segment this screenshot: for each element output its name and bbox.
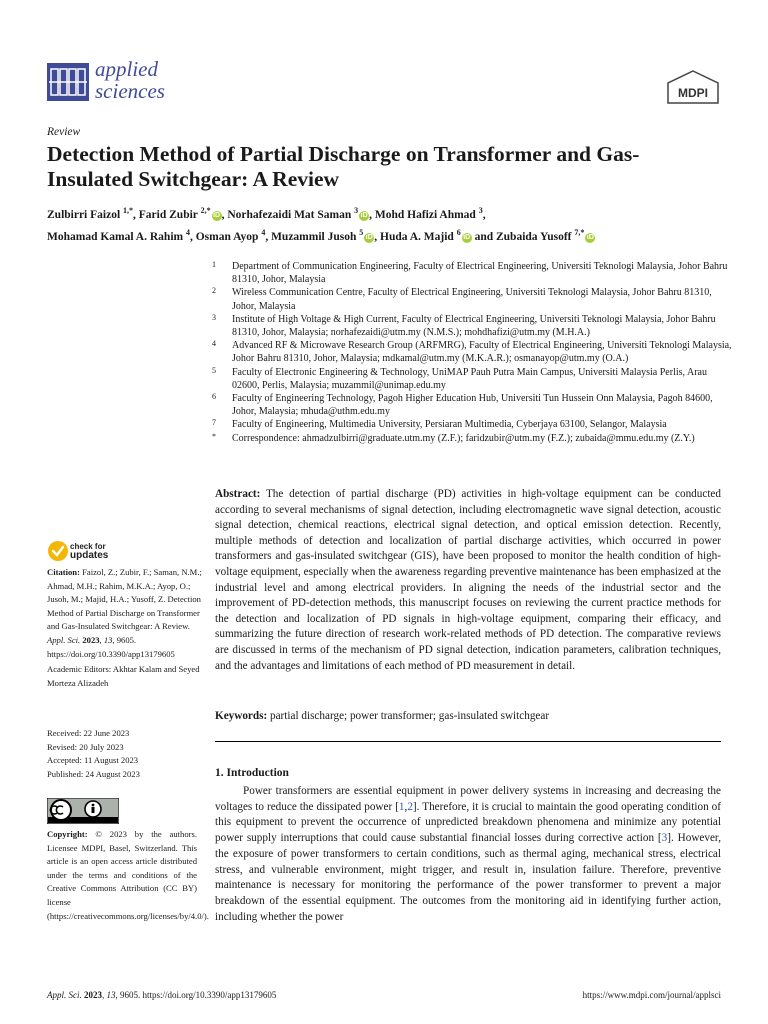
affiliation-number: * [212, 431, 216, 441]
affiliation-item [212, 392, 732, 418]
author-name: Zubaida Yusoff [495, 230, 572, 243]
affiliation-number: 5 [212, 365, 216, 375]
author-name: Mohamad Kamal A. Rahim [47, 230, 184, 243]
published-date: Published: 24 August 2023 [47, 768, 140, 779]
affiliation-text: Faculty of Engineering, Multimedia University, Persiaran Multimedia, Cyberjaya 63100, Selangor, Malaysia [232, 419, 667, 431]
footer-year: 2023 [84, 990, 102, 1000]
journal-name-line1: applied [95, 57, 158, 81]
section-divider [215, 741, 721, 742]
citation-journal: Appl. Sci. [47, 634, 81, 645]
affiliation-text: Department of Communication Engineering, Faculty of Electrical Engineering, Universiti Teknologi Malaysia, Johor Bahru 81310, Johor, Malaysia [232, 261, 728, 286]
author[interactable] [374, 206, 483, 221]
orcid-icon[interactable]: iD [360, 211, 368, 219]
affiliation-item [212, 432, 732, 445]
citation-volume: 13 [103, 634, 113, 645]
author[interactable] [495, 227, 595, 243]
affiliation-number: 3 [212, 312, 216, 322]
affiliation-item [212, 313, 732, 339]
author-name: Huda A. Majid [380, 230, 454, 243]
author[interactable] [47, 227, 190, 243]
author-affiliation-mark: 3 [478, 206, 483, 215]
mdpi-logo-icon[interactable] [666, 70, 720, 104]
author[interactable] [195, 227, 266, 243]
journal-name[interactable] [95, 58, 165, 102]
abstract-text: The detection of partial discharge (PD) activities in high-voltage equipment can be conducted according to several mechanisms of signal detection, including electromagnetic wave signal detection, acoustic signal detection, chemical reactions, electrical signal detection, and optical emission detection. Recently, multiple methods of detection and localization of partial discharge activities, which occurred in power transformers and gas-insulated switchgear (GIS), have been proposed to monitor the health condition of high-voltage equipment, especially when the awareness regarding preventive maintenance has been emphasized at the industrial level and among electrical providers. In aligning the needs of the industrial sector and the improvement of PD-detection methods, this manuscript focuses on reviewing the current practice methods for the detection and localization of PD signals in high-voltage equipment, comparing their efficacy, and summarizing the future direction of research work-related methods of PD detection. The comparative reviews are discussed in terms of the mechanism of PD signal detection, indication parameters, calibration techniques, and the advantages and limitations of each method of PD measurement in detail. [215, 488, 721, 672]
check-updates-line2: updates [70, 550, 109, 561]
check-for-updates-button[interactable] [47, 540, 147, 564]
author[interactable] [227, 206, 369, 221]
affiliation-number: 1 [212, 260, 216, 269]
author-name: Norhafezaidi Mat Saman [227, 208, 352, 221]
citation-label: Citation: [47, 567, 80, 577]
author-name: Muzammil Jusoh [271, 230, 357, 243]
publication-dates [47, 727, 207, 781]
author-name: Osman Ayop [195, 230, 259, 243]
intro-text-1: Power transformers are essential equipment in power delivery systems in increasing and decreasing the voltages to reduce the dissipated power [ [215, 785, 721, 813]
orcid-icon[interactable]: iD [463, 233, 471, 241]
author-name: Mohd Hafizi Ahmad [374, 208, 476, 221]
affiliation-number: 2 [212, 286, 216, 296]
copyright-label: Copyright: [47, 829, 88, 839]
reference-link-3[interactable]: 3 [661, 832, 668, 845]
affiliation-text: Faculty of Engineering Technology, Pagoh Higher Education Hub, Universiti Tun Hussein Onn Malaysia, Pagoh 84600, Johor, Malaysia; mhuda@uthm.edu.my [232, 393, 713, 418]
affiliation-text: Correspondence: ahmadzulbirri@graduate.utm.my (Z.F.); faridzubir@utm.my (F.Z.); zubaida@mmu.edu.my (Z.Y.) [232, 432, 695, 444]
orcid-icon[interactable]: iD [365, 233, 373, 241]
author[interactable] [271, 227, 374, 243]
affiliation-item [212, 366, 732, 392]
affiliation-item [212, 339, 732, 365]
author-affiliation-mark: 4 [185, 227, 190, 237]
section-heading: 1. Introduction [215, 767, 289, 779]
affiliation-number: 6 [212, 392, 216, 402]
author-affiliation-mark: 1,* [123, 206, 134, 215]
cc-by-license-icon[interactable] [47, 798, 119, 824]
academic-editors: Academic Editors: Akhtar Kalam and Seyed Morteza Alizadeh [47, 664, 200, 688]
abstract-label: Abstract: [215, 488, 261, 500]
citation-text: Faizol, Z.; Zubir, F.; Saman, N.M.; Ahmad, M.H.; Rahim, M.K.A.; Ayop, O.; Jusoh, M.; Majid, H.A.; Yusoff, Z. Detection Method of Partial Discharge on Transformer and Gas-Insulated Switchgear: A Review. [47, 567, 202, 632]
footer-citation: Appl. Sci. 2023, 13, 9605. https://doi.org/10.3390/app13179605 [47, 990, 277, 1000]
citation-block: Citation: Faizol, Z.; Zubir, F.; Saman, N.M.; Ahmad, M.H.; Rahim, M.K.A.; Ayop, O.; Jusoh, M.; Majid, H.A.; Yusoff, Z. Detection Method of Partial Discharge on Transformer and Gas-Insulated Switchgear: A Review. Appl. Sci. 2023, 13, 9605. https://doi.org/10.3390/app13179605 [47, 567, 202, 659]
applied-sciences-logo-icon [47, 63, 89, 101]
keywords-label: Keywords: [215, 710, 268, 722]
author[interactable] [47, 206, 134, 221]
author-affiliation-mark: 3 [354, 206, 359, 215]
introduction-paragraph [215, 784, 721, 925]
author-affiliation-mark: 6 [456, 227, 461, 237]
reference-link-1[interactable]: 1 [398, 800, 405, 813]
copyright-text: © 2023 by the authors. Licensee MDPI, Basel, Switzerland. This article is an open access article distributed under the terms and conditions of the Creative Commons Attribution (CC BY) license (https://creativecommons.org/licenses/by/4.0/). [47, 829, 209, 921]
orcid-icon[interactable]: iD [586, 233, 594, 241]
affiliation-text: Wireless Communication Centre, Faculty of Electrical Engineering, Universiti Teknologi Malaysia, Johor Bahru 81310, Johor, Malaysia [232, 287, 712, 312]
author-affiliation-mark: 4 [261, 227, 266, 237]
revised-date: Revised: 20 July 2023 [47, 741, 124, 752]
author-name: Farid Zubir [138, 208, 198, 221]
intro-text-3: ]. However, the exposure of power transformers to certain conditions, such as thermal aging, mechanical stress, electrical stress, and vulnerable environment, might trigger, and result in, insulation failure. Therefore, preventive maintenance is necessary for monitoring the performance of the power transformer to prevent a major breakdown of the essential equipment. The outcomes from the monitoring aid in identifying further action, including whether the power [215, 832, 721, 923]
orcid-icon[interactable]: iD [213, 211, 221, 219]
author-affiliation-mark: 5 [359, 227, 364, 237]
publisher-name: MDPI [678, 86, 708, 100]
copyright-notice [47, 828, 209, 923]
reference-link-2[interactable]: 2 [407, 800, 413, 813]
author-affiliation-mark: 7,* [574, 227, 585, 237]
author[interactable] [380, 227, 472, 243]
affiliation-text: Institute of High Voltage & High Current, Faculty of Electrical Engineering, Universiti Teknologi Malaysia, Johor Bahru 81310, Johor, Malaysia; norhafezaidi@utm.my (N.M.S.); mohdhafizi@utm.my (M.H.A.) [232, 313, 716, 339]
citation-year: 2023 [82, 634, 100, 645]
affiliation-number: 7 [212, 418, 216, 428]
affiliations [212, 260, 732, 445]
affiliation-item [212, 418, 732, 431]
affiliation-item [212, 286, 732, 312]
author-name: Zulbirri Faizol [47, 208, 121, 221]
affiliation-text: Advanced RF & Microwave Research Group (ARFMRG), Faculty of Electrical Engineering, Universiti Teknologi Malaysia, Johor Bahru 81310, Johor, Malaysia; mdkamal@utm.my (M.K.A.R.); osmanayop@utm.my (O.A.) [232, 340, 732, 365]
keywords-text: partial discharge; power transformer; gas-insulated switchgear [270, 710, 550, 722]
affiliation-text: Faculty of Electronic Engineering & Technology, UniMAP Pauh Putra Main Campus, Universiti Malaysia Perlis, Arau 02600, Perlis, Malaysia; muzammil@unimap.edu.my [232, 366, 707, 391]
citation-doi[interactable]: , 9605. https://doi.org/10.3390/app13179605 [47, 634, 175, 659]
check-for-updates-icon [47, 540, 69, 562]
footer-volume: 13 [106, 990, 116, 1000]
footer-doi[interactable]: , 9605. https://doi.org/10.3390/app13179605 [115, 990, 277, 1000]
author-list: Zulbirri Faizol $^{1,*}$, Farid Zubir $^{2,*}$iD , Norhafezaidi Mat Saman $^3$iD , Mohd Hafizi Ahmad $^3$, Mohamad Kamal A. Rahim $^4$, Osman Ayop $^4$, Muzammil Jusoh $^5$iD , Huda A. Majid $^6$iD and Zubaida Yusoff $^{7,*}$iD [47, 206, 594, 243]
check-updates-line1: check for [70, 542, 106, 551]
journal-name-line2: sciences [95, 79, 165, 103]
reference-separator: , [404, 800, 408, 813]
article-title: Detection Method of Partial Discharge on Transformer and Gas-Insulated Switchgear: A Review [47, 142, 640, 191]
author-affiliation-mark: 2,* [200, 206, 211, 215]
footer-journal: Appl. Sci. [47, 990, 82, 1000]
affiliation-number: 4 [212, 339, 216, 349]
footer-journal-url[interactable]: https://www.mdpi.com/journal/applsci [582, 990, 721, 1000]
keywords [215, 709, 721, 724]
abstract [215, 487, 721, 674]
received-date: Received: 22 June 2023 [47, 728, 130, 738]
intro-text-2: ]. Therefore, it is crucial to maintain the good operating condition of this equipment to prevent the occurrence of unpredicted breakdown phenomena and minimize any potential power supply interruptions that could cause substantial financial losses during corrective action [ [215, 800, 721, 845]
affiliation-item [212, 260, 732, 286]
article-type: Review [47, 126, 81, 138]
accepted-date: Accepted: 11 August 2023 [47, 755, 139, 766]
author[interactable] [138, 206, 222, 221]
